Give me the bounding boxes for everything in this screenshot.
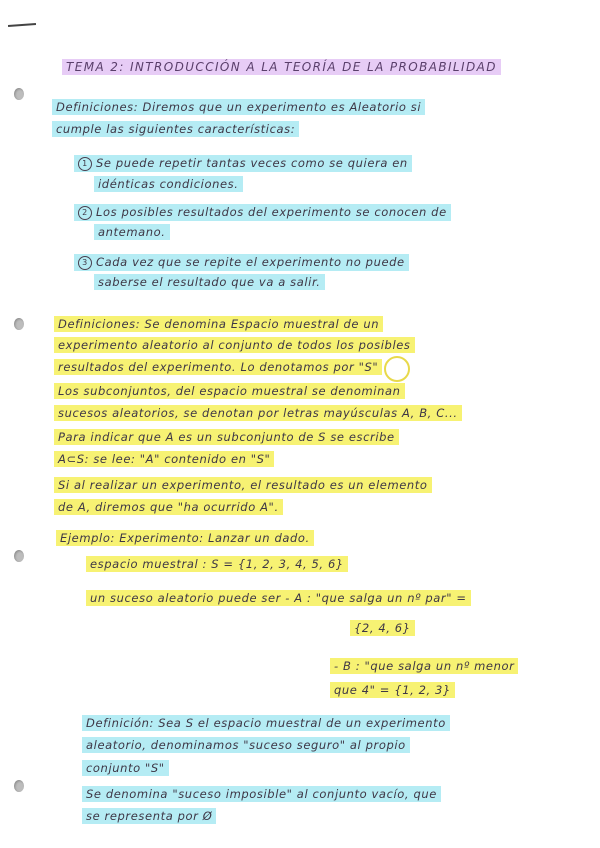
punch-hole	[14, 780, 24, 792]
def2-line-8: Si al realizar un experimento, el resultado es un elemento	[54, 477, 432, 493]
item-text: Los posibles resultados del experimento se conocen de	[96, 205, 447, 219]
def2-line-3: resultados del experimento. Lo denotamos por "S"	[54, 359, 382, 375]
def2-line-1: Definiciones: Se denomina Espacio muestral de un	[54, 316, 383, 332]
item-1-line-1	[74, 155, 412, 172]
item-number: 3	[78, 256, 92, 270]
example-line-5: - B : "que salga un nº menor	[330, 658, 518, 674]
item-text: Se puede repetir tantas veces como se quiera en	[96, 156, 408, 170]
def2-line-9: de A, diremos que "ha ocurrido A".	[54, 499, 283, 515]
def3-line-3: conjunto "S"	[82, 760, 169, 776]
example-line-4: {2, 4, 6}	[350, 620, 415, 636]
item-3-line-1	[74, 254, 409, 271]
item-2-line-1	[74, 204, 451, 221]
item-text: Cada vez que se repite el experimento no puede	[96, 255, 405, 269]
item-number: 1	[78, 157, 92, 171]
circle-mark	[384, 356, 410, 382]
def3-line-1: Definición: Sea S el espacio muestral de un experimento	[82, 715, 450, 731]
def3-line-2: aleatorio, denominamos "suceso seguro" al propio	[82, 737, 410, 753]
item-number: 2	[78, 206, 92, 220]
def3-line-4: Se denomina "suceso imposible" al conjunto vacío, que	[82, 786, 441, 802]
intro-line-1: Definiciones: Diremos que un experimento es Aleatorio si	[52, 99, 425, 115]
pen-mark	[8, 23, 36, 27]
def2-line-7: A⊂S: se lee: "A" contenido en "S"	[54, 451, 274, 467]
def2-line-5: sucesos aleatorios, se denotan por letras mayúsculas A, B, C...	[54, 405, 462, 421]
def2-line-6: Para indicar que A es un subconjunto de S se escribe	[54, 429, 399, 445]
punch-hole	[14, 550, 24, 562]
punch-hole	[14, 88, 24, 100]
item-2-line-2: antemano.	[94, 224, 170, 240]
item-1-line-2: idénticas condiciones.	[94, 176, 243, 192]
def3-line-5: se representa por Ø	[82, 808, 216, 824]
item-3-line-2: saberse el resultado que va a salir.	[94, 274, 325, 290]
def2-line-2: experimento aleatorio al conjunto de todos los posibles	[54, 337, 415, 353]
example-line-1: Ejemplo: Experimento: Lanzar un dado.	[56, 530, 314, 546]
def2-line-4: Los subconjuntos, del espacio muestral se denominan	[54, 383, 405, 399]
example-line-6: que 4" = {1, 2, 3}	[330, 682, 455, 698]
intro-line-2: cumple las siguientes características:	[52, 121, 299, 137]
punch-hole	[14, 318, 24, 330]
page-title: TEMA 2: INTRODUCCIÓN A LA TEORÍA DE LA PROBABILIDAD	[62, 59, 501, 75]
example-line-2: espacio muestral : S = {1, 2, 3, 4, 5, 6}	[86, 556, 348, 572]
example-line-3: un suceso aleatorio puede ser - A : "que salga un nº par" =	[86, 590, 471, 606]
